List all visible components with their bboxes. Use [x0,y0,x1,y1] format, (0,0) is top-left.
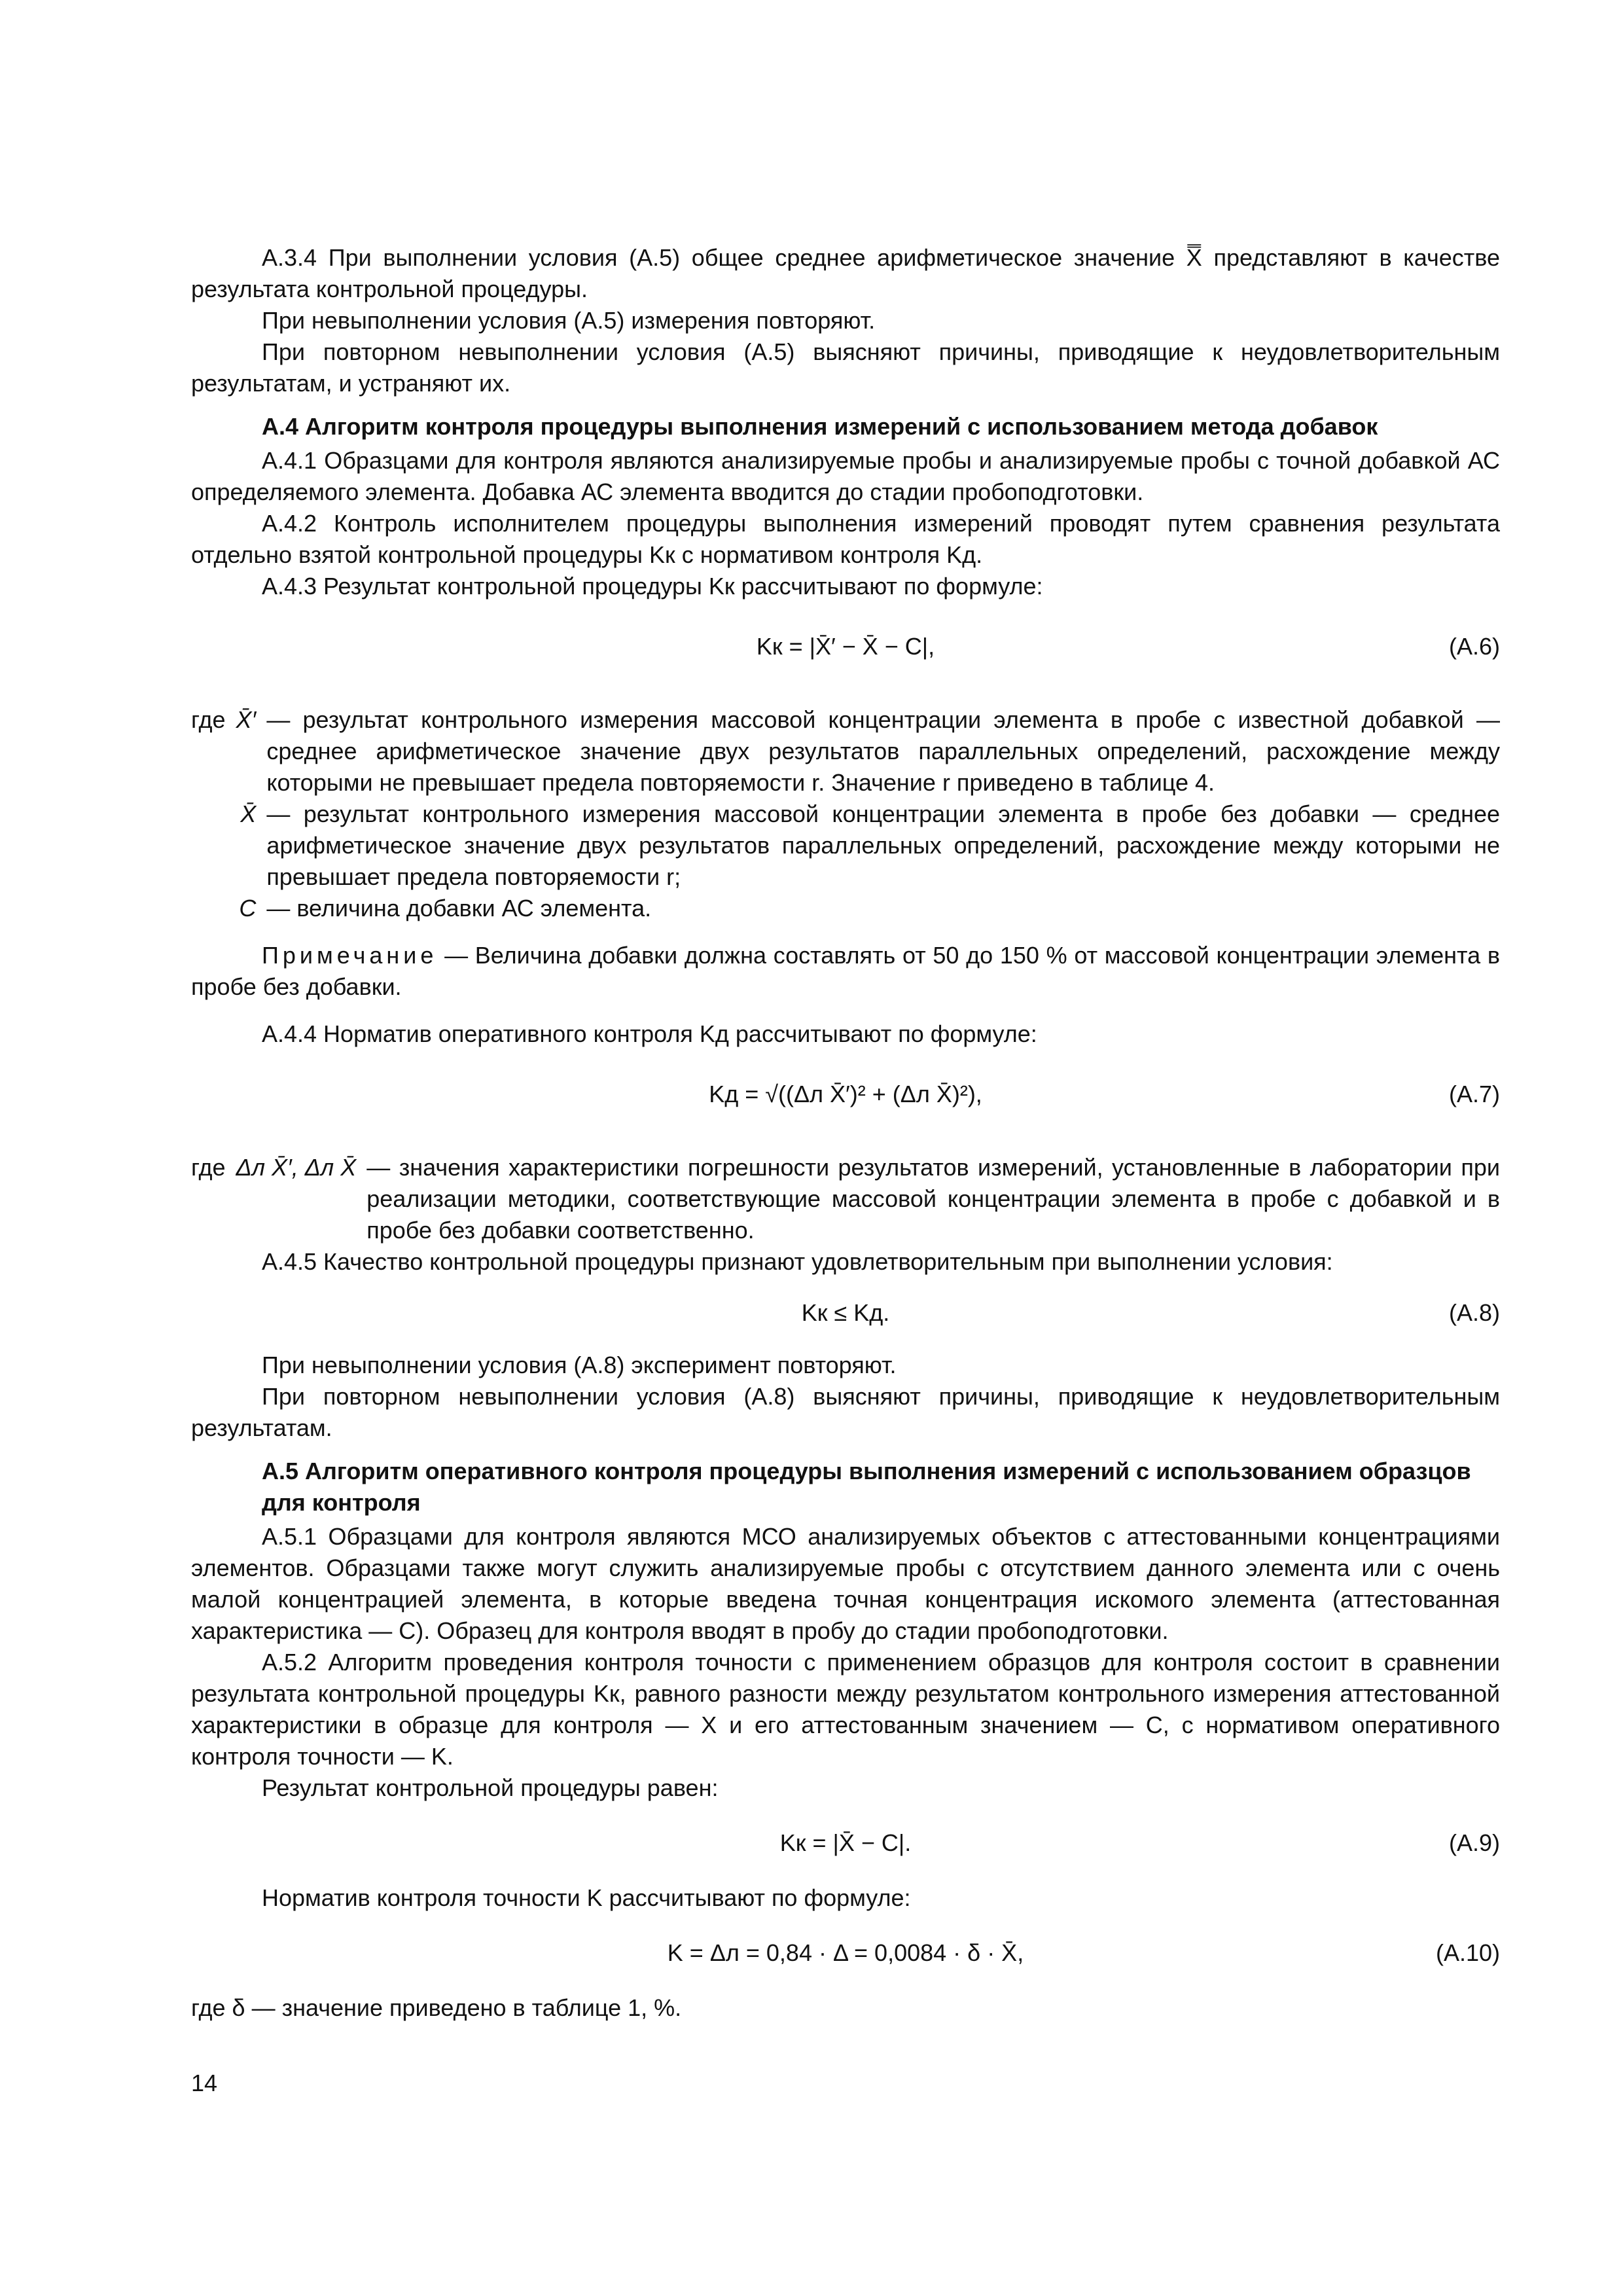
document-page [191,242,1500,2024]
para-a43: А.4.3 Результат контрольной процедуры Kк рассчитывают по формуле: [262,573,1043,600]
def-symbol: C [239,895,257,922]
def-text: — результат контрольного измерения массовой концентрации элемента в пробе с известной добавкой — среднее арифметическое значение двух результатов параллельных определений, расхождение между которыми не превышает предела повторяемости r. Значение r приведено в таблице 4. [266,706,1500,796]
para-a5-5: где δ — значение приведено в таблице 1, %. [191,1994,682,2021]
definitions-a7 [191,1152,1500,1246]
para-a45: А.4.5 Качество контрольной процедуры признают удовлетворительным при выполнении условия: [262,1248,1333,1275]
definitions-a6 [191,704,1500,924]
formula-a9 [191,1804,1500,1882]
note-label: Примечание [262,942,438,969]
formula-a7-number: (А.7) [1448,1081,1500,1107]
formula-a10-expr: K = Δл = 0,84 · Δ = 0,0084 · δ · X̄, [667,1939,1024,1966]
heading-a5: А.5 Алгоритм оперативного контроля процедуры выполнения измерений с использованием образцов для контроля [262,1458,1471,1516]
formula-a8-expr: Kк ≤ Kд. [801,1299,890,1326]
def-text: — значения характеристики погрешности результатов измерений, установленные в лаборатории при реализации методики, соответствующие массовой концентрации элемента в пробе с добавкой и в пробе без добавки соответственно. [366,1154,1500,1244]
para-a34-2: При невыполнении условия (А.5) измерения повторяют. [262,307,876,334]
para-a41: А.4.1 Образцами для контроля являются анализируемые пробы и анализируемые пробы с точной добавкой АС определяемого элемента. Добавка АС элемента вводится до стадии пробоподготовки. [191,447,1500,505]
def-text: — результат контрольного измерения массовой концентрации элемента в пробе без добавки — среднее арифметическое значение двух результатов параллельных определений, расхождение между которыми не превышает предела повторяемости r; [266,800,1500,890]
page-number: 14 [191,2070,218,2096]
note-text: — Величина добавки должна составлять от 50 до 150 % от массовой концентрации элемента в пробе без добавки. [191,942,1500,1000]
formula-a6 [191,602,1500,694]
para-a5-4: Норматив контроля точности K рассчитывают по формуле: [262,1884,911,1911]
para-a52: А.5.2 Алгоритм проведения контроля точности с применением образцов для контроля состоит в сравнении результата контрольной процедуры Kк, равного разности между результатом контрольного измерения аттестованной характеристики в образце для контроля — X и его аттестованным значением — C, с нормативом оперативного контроля точности — K. [191,1649,1500,1770]
note [191,940,1500,1003]
def-where-label [191,893,226,924]
formula-a6-expr: Kк = |X̄′ − X̄ − C|, [756,633,935,660]
def-where-label: где [191,706,226,733]
def-where-label [191,798,226,893]
formula-a6-number: (А.6) [1448,633,1500,660]
formula-a8 [191,1278,1500,1350]
para-a4-6: При невыполнении условия (А.8) эксперимент повторяют. [262,1352,897,1378]
formula-a7-expr: Kд = √((Δл X̄′)² + (Δл X̄)²), [709,1081,982,1107]
def-symbol: X̄ [240,800,257,827]
para-a51: А.5.1 Образцами для контроля являются МСО анализируемых объектов с аттестованными концентрациями элементов. Образцами также могут служить анализируемые пробы с отсутствием данного элемента или с очень малой концентрацией элемента, в которые введена точная концентрация искомого элемента (аттестованная характеристика — C). Образец для контроля вводят в пробу до стадии пробоподготовки. [191,1523,1500,1644]
def-where-label: где [191,1154,226,1181]
formula-a9-expr: Kк = |X̄ − C|. [779,1829,912,1856]
para-a42: А.4.2 Контроль исполнителем процедуры выполнения измерений проводят путем сравнения результата отдельно взятой контрольной процедуры Kк с нормативом контроля Kд. [191,510,1500,568]
formula-a8-number: (А.8) [1448,1299,1500,1326]
formula-a9-number: (А.9) [1448,1829,1500,1856]
para-a5-3: Результат контрольной процедуры равен: [262,1774,719,1801]
heading-a4: А.4 Алгоритм контроля процедуры выполнения измерений с использованием метода добавок [262,413,1378,440]
formula-a7 [191,1050,1500,1141]
para-a34-3: При повторном невыполнении условия (А.5) выясняют причины, приводящие к неудовлетворительным результатам, и устраняют их. [191,338,1500,397]
para-a34-1: А.3.4 При выполнении условия (А.5) общее среднее арифметическое значение X̿ представляют в качестве результата контрольной процедуры. [191,244,1500,302]
para-a4-7: При повторном невыполнении условия (А.8) выясняют причины, приводящие к неудовлетворительным результатам. [191,1383,1500,1441]
def-text: — величина добавки АС элемента. [266,895,652,922]
formula-a10-number: (А.10) [1435,1939,1500,1966]
def-symbol: X̄′ [236,706,257,733]
def-symbol: Δл X̄′, Δл X̄ [236,1154,357,1181]
formula-a10 [191,1914,1500,1992]
para-a44: А.4.4 Норматив оперативного контроля Kд рассчитывают по формуле: [262,1020,1037,1047]
